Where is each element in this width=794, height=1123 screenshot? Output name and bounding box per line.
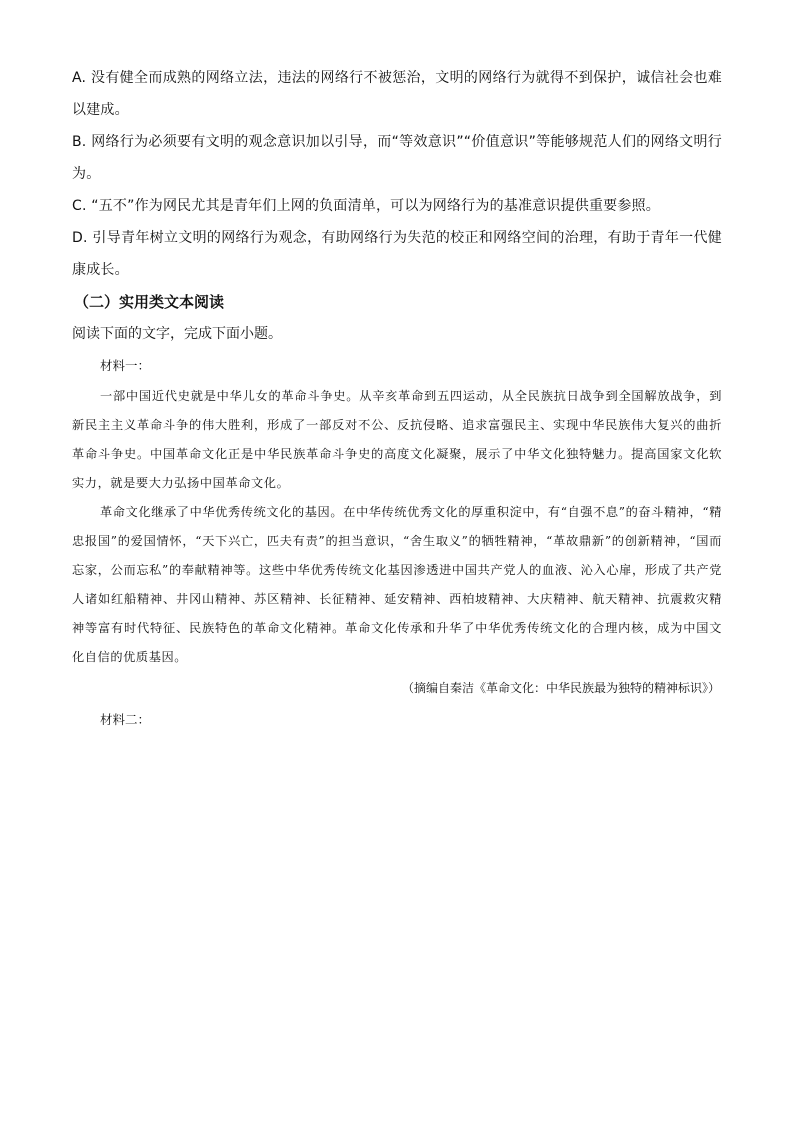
material-two-label: 材料二：	[100, 712, 151, 727]
option-d: D. 引导青年树立文明的网络行为观念，有助网络行为失范的校正和网络空间的治理，有助于青年一代健康成长。	[72, 230, 722, 278]
option-c: C. “五不”作为网民尤其是青年们上网的负面清单，可以为网络行为的基准意识提供重要参照。	[72, 198, 660, 214]
material-one-paragraph-1: 一部中国近代史就是中华儿女的革命斗争史。从辛亥革命到五四运动，从全民族抗日战争到全国解放战争，到新民主主义革命斗争的伟大胜利，形成了一部反对不公、反抗侵略、追求富强民主、实现中华民族伟大复兴的曲折革命斗争史。中国革命文化正是中华民族革命斗争史的高度文化凝聚，展示了中华文化独特魅力。提高国家文化软实力，就是要大力弘扬中国革命文化。	[72, 389, 722, 490]
page-content	[72, 62, 722, 736]
material-one-source: （摘编自秦洁《革命文化：中华民族最为独特的精神标识》）	[401, 681, 720, 695]
section-heading: （二）实用类文本阅读	[74, 293, 225, 311]
material-one-label: 材料一：	[100, 358, 151, 373]
option-b: B. 网络行为必须要有文明的观念意识加以引导，而“等效意识”“价值意识”等能够规范人们的网络文明行为。	[72, 134, 722, 182]
section-instruction: 阅读下面的文字，完成下面小题。	[72, 326, 282, 342]
material-one-paragraph-2: 革命文化继承了中华优秀传统文化的基因。在中华传统优秀文化的厚重积淀中，有“自强不息”的奋斗精神，“精忠报国”的爱国情怀，“天下兴亡，匹夫有责”的担当意识，“舍生取义”的牺牲精神，“革故鼎新”的创新精神，“国而忘家，公而忘私”的奉献精神等。这些中华优秀传统文化基因渗透进中国共产党人的血液、沁入心扉，形成了共产党人诸如红船精神、井冈山精神、苏区精神、长征精神、延安精神、西柏坡精神、大庆精神、航天精神、抗震救灾精神等富有时代特征、民族特色的革命文化精神。革命文化传承和升华了中华优秀传统文化的合理内核，成为中国文化自信的优质基因。	[72, 505, 722, 664]
option-a: A. 没有健全而成熟的网络立法，违法的网络行不被惩治，文明的网络行为就得不到保护，诚信社会也难以建成。	[72, 70, 722, 118]
